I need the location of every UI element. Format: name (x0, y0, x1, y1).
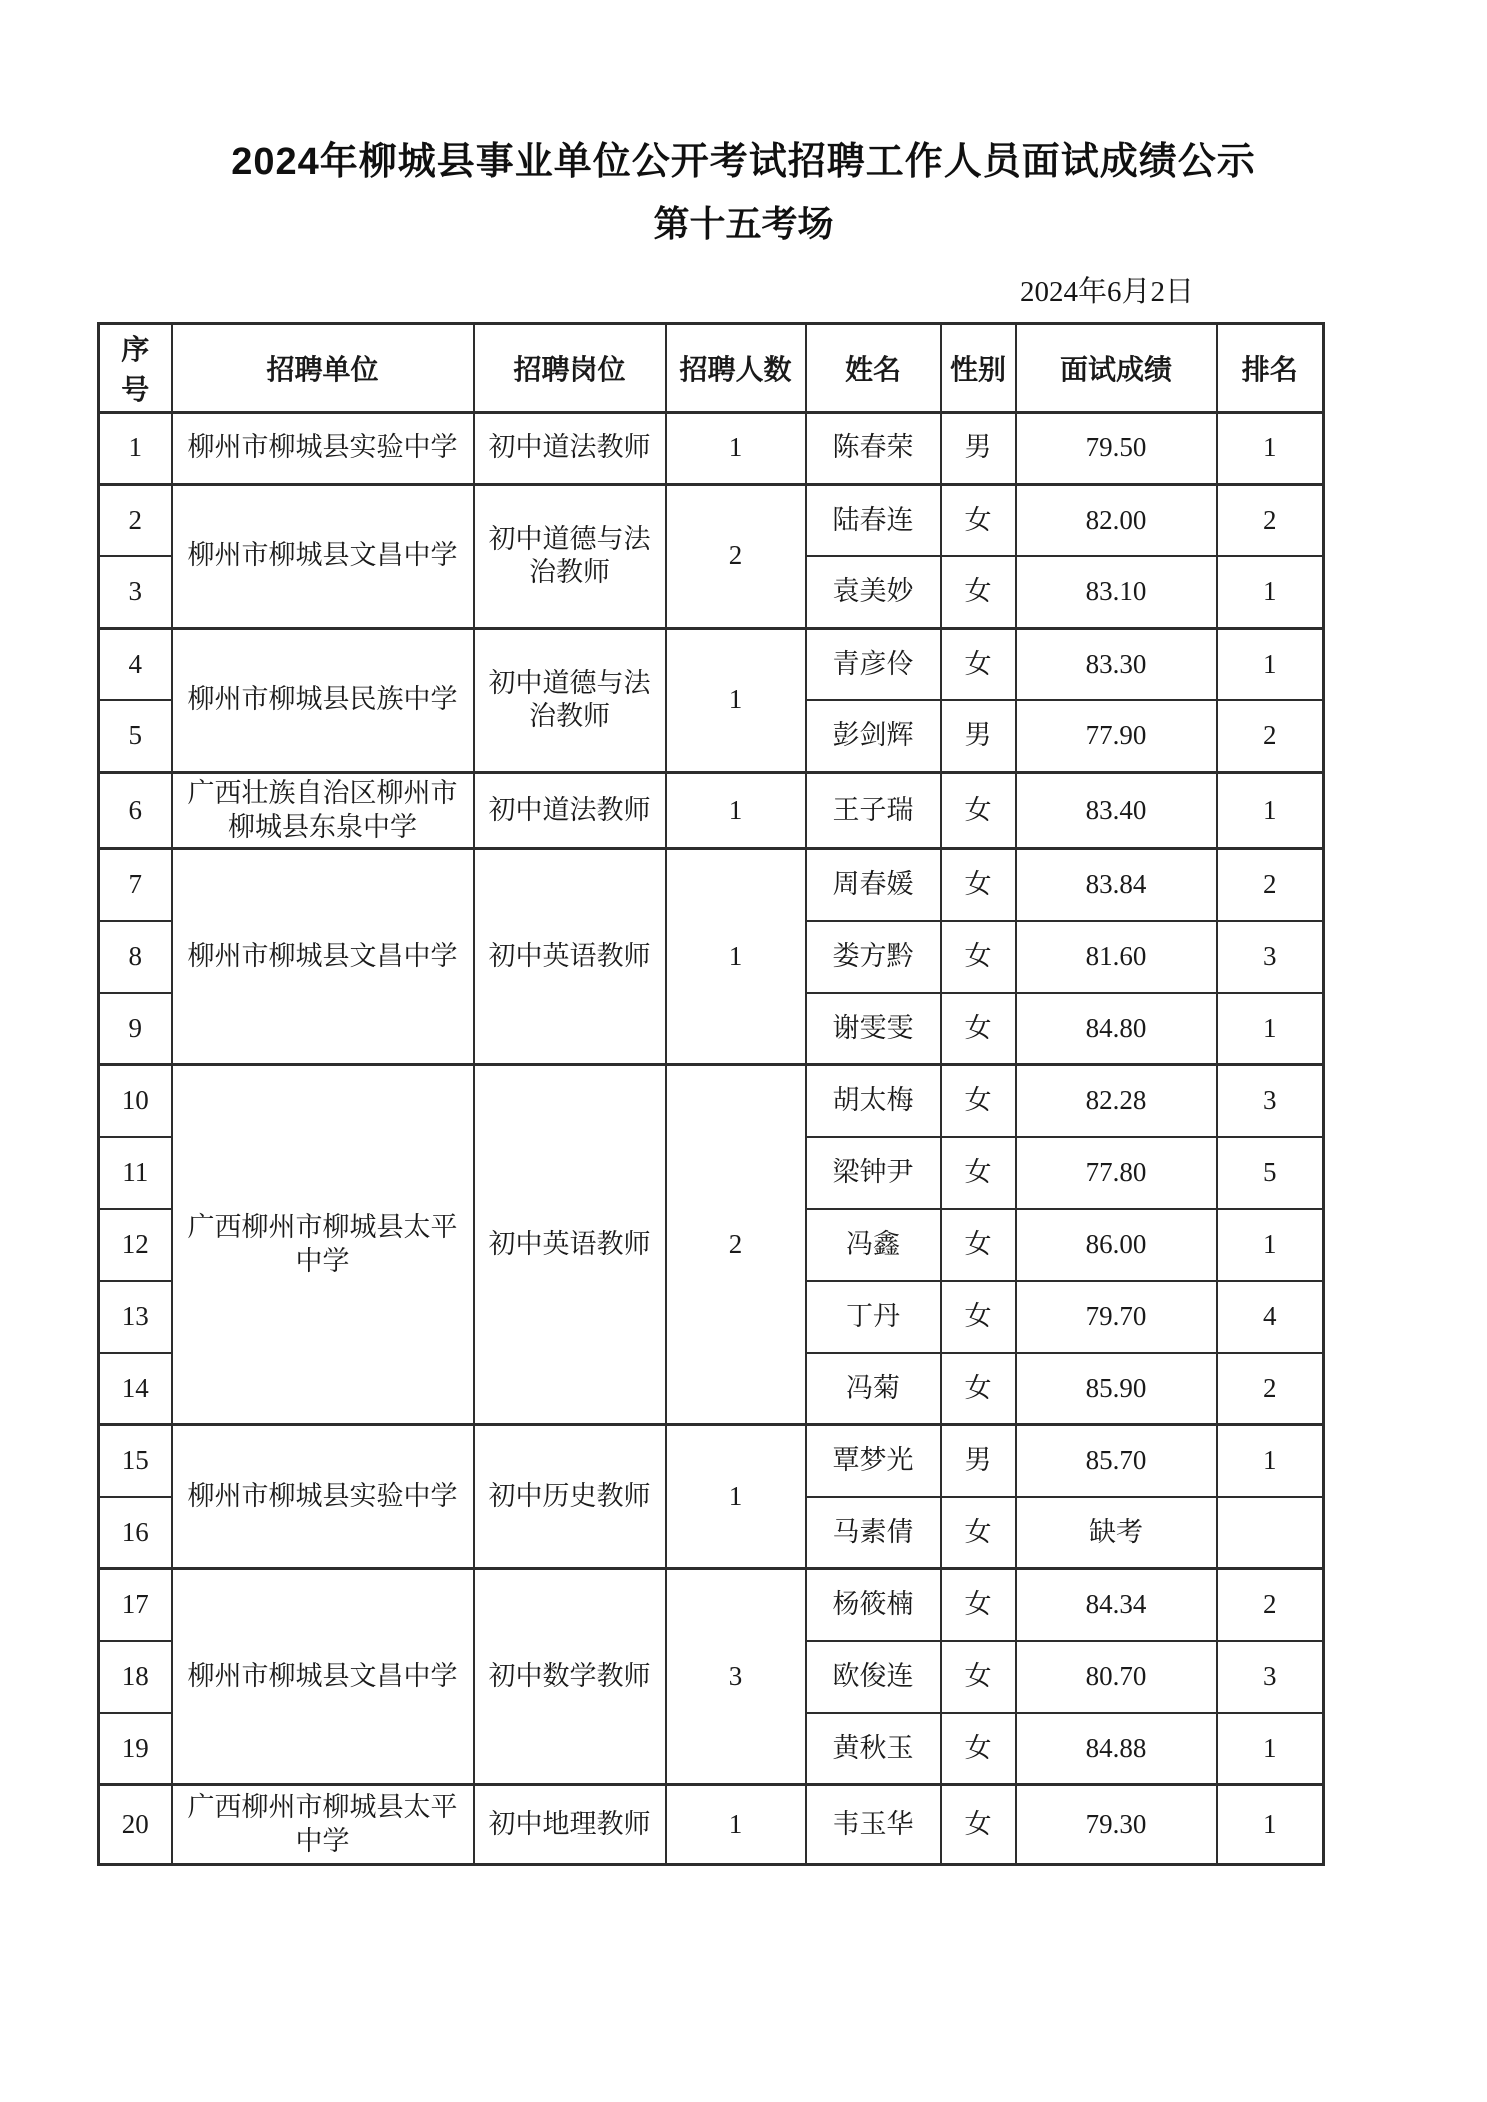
header-rank: 排名 (1217, 323, 1324, 412)
name-cell: 丁丹 (806, 1281, 941, 1353)
serial-number-cell: 11 (99, 1137, 172, 1209)
interview-score-cell: 83.10 (1016, 556, 1217, 628)
recruiting-count-cell: 2 (666, 1065, 806, 1425)
gender-cell: 女 (941, 484, 1016, 556)
recruiting-post-cell: 初中道法教师 (474, 772, 666, 849)
gender-cell: 女 (941, 1137, 1016, 1209)
gender-cell: 男 (941, 700, 1016, 772)
gender-cell: 男 (941, 412, 1016, 484)
document-date: 2024年6月2日 (1019, 275, 1194, 308)
serial-number-cell: 5 (99, 700, 172, 772)
gender-cell: 女 (941, 556, 1016, 628)
table-header (99, 323, 1324, 412)
serial-number-cell: 7 (99, 849, 172, 921)
serial-number-cell: 1 (99, 412, 172, 484)
interview-score-cell: 84.80 (1016, 993, 1217, 1065)
results-table-body (99, 412, 1324, 1865)
recruiting-count-cell: 2 (666, 484, 806, 628)
recruiting-post-cell: 初中数学教师 (474, 1569, 666, 1785)
serial-number-cell: 16 (99, 1497, 172, 1569)
recruiting-unit-cell: 柳州市柳城县文昌中学 (172, 484, 474, 628)
gender-cell: 女 (941, 1785, 1016, 1865)
serial-number-cell: 13 (99, 1281, 172, 1353)
name-cell: 杨筱楠 (806, 1569, 941, 1641)
gender-cell: 女 (941, 1641, 1016, 1713)
rank-cell: 3 (1217, 1065, 1324, 1137)
rank-cell: 2 (1217, 1353, 1324, 1425)
gender-cell: 女 (941, 1065, 1016, 1137)
recruiting-unit-cell: 柳州市柳城县文昌中学 (172, 1569, 474, 1785)
name-cell: 冯菊 (806, 1353, 941, 1425)
interview-score-cell: 85.90 (1016, 1353, 1217, 1425)
table-row (99, 849, 1324, 921)
header-recruiting-count: 招聘人数 (666, 323, 806, 412)
table-row (99, 1425, 1324, 1497)
name-cell: 娄方黔 (806, 921, 941, 993)
recruiting-count-cell: 1 (666, 1785, 806, 1865)
name-cell: 欧俊连 (806, 1641, 941, 1713)
rank-cell: 2 (1217, 484, 1324, 556)
results-table (97, 322, 1325, 1867)
gender-cell: 女 (941, 993, 1016, 1065)
table-row (99, 1785, 1324, 1865)
recruiting-count-cell: 1 (666, 1425, 806, 1569)
serial-number-cell: 20 (99, 1785, 172, 1865)
serial-number-cell: 18 (99, 1641, 172, 1713)
recruiting-count-cell: 1 (666, 628, 806, 772)
recruiting-post-cell: 初中地理教师 (474, 1785, 666, 1865)
table-row (99, 1065, 1324, 1137)
name-cell: 袁美妙 (806, 556, 941, 628)
table-row (99, 412, 1324, 484)
name-cell: 陈春荣 (806, 412, 941, 484)
gender-cell: 女 (941, 1497, 1016, 1569)
header-interview-score: 面试成绩 (1016, 323, 1217, 412)
gender-cell: 女 (941, 1209, 1016, 1281)
gender-cell: 女 (941, 1281, 1016, 1353)
table-row (99, 1569, 1324, 1641)
rank-cell: 3 (1217, 1641, 1324, 1713)
recruiting-post-cell: 初中道法教师 (474, 412, 666, 484)
rank-cell: 1 (1217, 1785, 1324, 1865)
interview-score-cell: 81.60 (1016, 921, 1217, 993)
interview-score-cell: 缺考 (1016, 1497, 1217, 1569)
serial-number-cell: 9 (99, 993, 172, 1065)
interview-score-cell: 86.00 (1016, 1209, 1217, 1281)
table-row (99, 628, 1324, 700)
rank-cell (1217, 1497, 1324, 1569)
serial-number-cell: 17 (99, 1569, 172, 1641)
gender-cell: 女 (941, 1713, 1016, 1785)
interview-score-cell: 83.40 (1016, 772, 1217, 849)
rank-cell: 1 (1217, 1425, 1324, 1497)
serial-number-cell: 6 (99, 772, 172, 849)
rank-cell: 1 (1217, 628, 1324, 700)
recruiting-unit-cell: 广西壮族自治区柳州市柳城县东泉中学 (172, 772, 474, 849)
name-cell: 王子瑞 (806, 772, 941, 849)
rank-cell: 1 (1217, 772, 1324, 849)
interview-score-cell: 80.70 (1016, 1641, 1217, 1713)
recruiting-unit-cell: 广西柳州市柳城县太平中学 (172, 1785, 474, 1865)
table-row (99, 484, 1324, 556)
recruiting-unit-cell: 柳州市柳城县民族中学 (172, 628, 474, 772)
interview-score-cell: 79.30 (1016, 1785, 1217, 1865)
interview-score-cell: 77.90 (1016, 700, 1217, 772)
interview-score-cell: 82.28 (1016, 1065, 1217, 1137)
recruiting-post-cell: 初中英语教师 (474, 849, 666, 1065)
recruiting-post-cell: 初中历史教师 (474, 1425, 666, 1569)
serial-number-cell: 10 (99, 1065, 172, 1137)
name-cell: 黄秋玉 (806, 1713, 941, 1785)
header-name: 姓名 (806, 323, 941, 412)
interview-score-cell: 84.34 (1016, 1569, 1217, 1641)
recruiting-post-cell: 初中道德与法治教师 (474, 628, 666, 772)
serial-number-cell: 8 (99, 921, 172, 993)
rank-cell: 4 (1217, 1281, 1324, 1353)
header-serial-number: 序号 (99, 323, 172, 412)
serial-number-cell: 4 (99, 628, 172, 700)
rank-cell: 2 (1217, 1569, 1324, 1641)
name-cell: 韦玉华 (806, 1785, 941, 1865)
interview-score-cell: 84.88 (1016, 1713, 1217, 1785)
recruiting-post-cell: 初中英语教师 (474, 1065, 666, 1425)
name-cell: 马素倩 (806, 1497, 941, 1569)
serial-number-cell: 14 (99, 1353, 172, 1425)
rank-cell: 1 (1217, 1209, 1324, 1281)
rank-cell: 3 (1217, 921, 1324, 993)
name-cell: 周春媛 (806, 849, 941, 921)
gender-cell: 女 (941, 1569, 1016, 1641)
name-cell: 胡太梅 (806, 1065, 941, 1137)
interview-score-cell: 82.00 (1016, 484, 1217, 556)
rank-cell: 1 (1217, 412, 1324, 484)
serial-number-cell: 3 (99, 556, 172, 628)
rank-cell: 5 (1217, 1137, 1324, 1209)
gender-cell: 女 (941, 849, 1016, 921)
recruiting-post-cell: 初中道德与法治教师 (474, 484, 666, 628)
header-gender: 性别 (941, 323, 1016, 412)
name-cell: 彭剑辉 (806, 700, 941, 772)
gender-cell: 女 (941, 1353, 1016, 1425)
rank-cell: 1 (1217, 556, 1324, 628)
name-cell: 梁钟尹 (806, 1137, 941, 1209)
rank-cell: 1 (1217, 993, 1324, 1065)
name-cell: 覃梦光 (806, 1425, 941, 1497)
recruiting-count-cell: 1 (666, 772, 806, 849)
serial-number-cell: 19 (99, 1713, 172, 1785)
header-row (99, 323, 1324, 412)
table-row (99, 772, 1324, 849)
rank-cell: 2 (1217, 849, 1324, 921)
interview-score-cell: 79.70 (1016, 1281, 1217, 1353)
header-recruiting-post: 招聘岗位 (474, 323, 666, 412)
rank-cell: 1 (1217, 1713, 1324, 1785)
name-cell: 冯鑫 (806, 1209, 941, 1281)
name-cell: 陆春连 (806, 484, 941, 556)
rank-cell: 2 (1217, 700, 1324, 772)
interview-score-cell: 79.50 (1016, 412, 1217, 484)
name-cell: 谢雯雯 (806, 993, 941, 1065)
interview-score-cell: 83.30 (1016, 628, 1217, 700)
recruiting-count-cell: 3 (666, 1569, 806, 1785)
recruiting-unit-cell: 广西柳州市柳城县太平中学 (172, 1065, 474, 1425)
gender-cell: 男 (941, 1425, 1016, 1497)
gender-cell: 女 (941, 921, 1016, 993)
document-subtitle: 第十五考场 (653, 202, 834, 244)
recruiting-count-cell: 1 (666, 412, 806, 484)
gender-cell: 女 (941, 772, 1016, 849)
recruiting-unit-cell: 柳州市柳城县文昌中学 (172, 849, 474, 1065)
gender-cell: 女 (941, 628, 1016, 700)
document-title: 2024年柳城县事业单位公开考试招聘工作人员面试成绩公示 (231, 141, 1256, 183)
interview-score-cell: 77.80 (1016, 1137, 1217, 1209)
name-cell: 青彦伶 (806, 628, 941, 700)
serial-number-cell: 15 (99, 1425, 172, 1497)
interview-score-cell: 83.84 (1016, 849, 1217, 921)
header-recruiting-unit: 招聘单位 (172, 323, 474, 412)
recruiting-unit-cell: 柳州市柳城县实验中学 (172, 1425, 474, 1569)
serial-number-cell: 12 (99, 1209, 172, 1281)
recruiting-count-cell: 1 (666, 849, 806, 1065)
recruiting-unit-cell: 柳州市柳城县实验中学 (172, 412, 474, 484)
serial-number-cell: 2 (99, 484, 172, 556)
interview-score-cell: 85.70 (1016, 1425, 1217, 1497)
